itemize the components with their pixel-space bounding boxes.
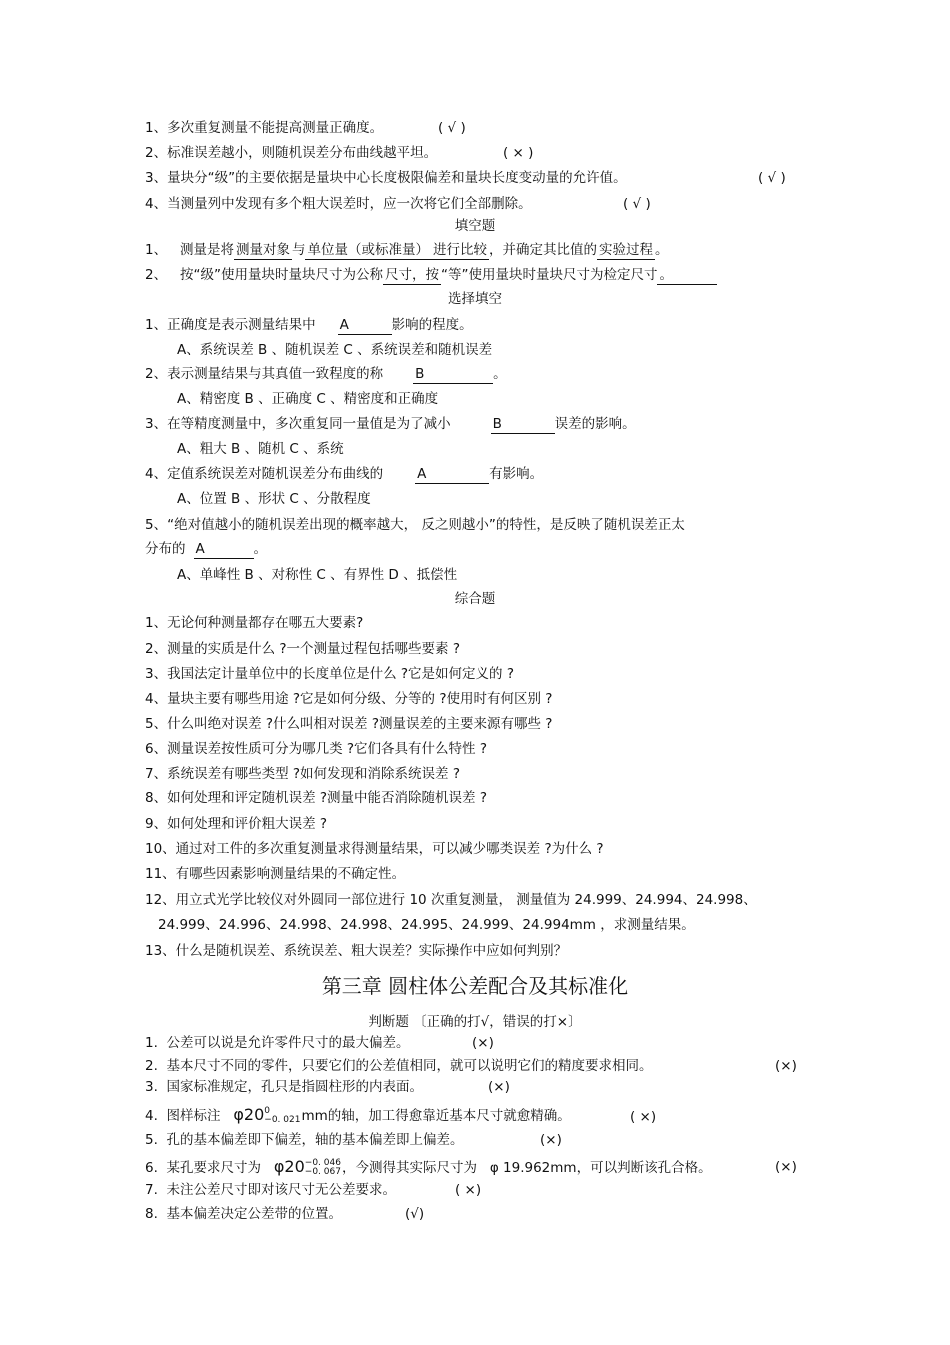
fill-section-title: 填空题 xyxy=(454,218,496,234)
ch3-mark-8: (√) xyxy=(405,1206,425,1222)
dimension-phi: φ20 xyxy=(273,1157,305,1176)
ch3-mark-5: (×) xyxy=(540,1132,562,1148)
tf-mark-3: ( √ ) xyxy=(758,170,786,186)
comp-item: 11、有哪些因素影响测量结果的不确定性。 xyxy=(145,866,406,882)
comp-item: 2、测量的实质是什么 ?一个测量过程包括哪些要素 ? xyxy=(145,641,461,657)
tf-item-4: 4、当测量列中发现有多个粗大误差时，应一次将它们全部删除。 xyxy=(145,196,532,212)
chapter-title: 第三章 圆柱体公差配合及其标准化 xyxy=(321,974,629,998)
choice-options-4: A、位置 B 、形状 C 、分散程度 xyxy=(177,491,371,507)
comp-item: 13、什么是随机误差、系统误差、粗大误差？实际操作中应如何判别？ xyxy=(145,943,568,959)
tf-item-2: 2、标准误差越小，则随机误差分布曲线越平坦。 xyxy=(145,145,438,161)
tolerance-stack: −0. 046 −0. 067 xyxy=(304,1158,341,1177)
answer-blank: A xyxy=(338,316,392,335)
ch3-mark-7: ( ×) xyxy=(455,1182,482,1198)
choice-item-5-line2: 分布的 A 。 xyxy=(145,541,267,557)
ch3-mark-1: (×) xyxy=(472,1035,494,1051)
ch3-mark-3: (×) xyxy=(488,1079,510,1095)
fill-blank: 进行比较 xyxy=(432,242,487,258)
ch3-item-4: 4. 图样标注 φ20 0 −0. 021 mm的轴，加工得愈靠近基本尺寸就愈精确。 xyxy=(145,1105,571,1125)
choice-item-1: 1、正确度是表示测量结果中 A 影响的程度。 xyxy=(145,317,473,333)
fill-blank: 实验过程 xyxy=(598,242,653,258)
ch3-item-1: 1. 公差可以说是允许零件尺寸的最大偏差。 xyxy=(145,1035,410,1051)
ch3-subtitle: 判断题 〔正确的打√，错误的打×〕 xyxy=(368,1014,582,1030)
comp-item: 1、无论何种测量都存在哪五大要素? xyxy=(145,615,364,631)
answer-blank: B xyxy=(413,365,493,384)
ch3-mark-2: (×) xyxy=(775,1058,797,1074)
ch3-item-2: 2. 基本尺寸不同的零件，只要它们的公差值相同，就可以说明它们的精度要求相同。 xyxy=(145,1058,653,1074)
comp-item: 3、我国法定计量单位中的长度单位是什么 ?它是如何定义的 ? xyxy=(145,666,515,682)
choice-options-3: A、粗大 B 、随机 C 、系统 xyxy=(177,441,344,457)
fill-blank: 单位量（或标准量） xyxy=(307,242,429,258)
tf-mark-2: ( × ) xyxy=(503,145,534,161)
ch3-item-5: 5. 孔的基本偏差即下偏差，轴的基本偏差即上偏差。 xyxy=(145,1132,464,1148)
choice-item-4: 4、定值系统误差对随机误差分布曲线的 A 有影响。 xyxy=(145,466,544,482)
comp-item: 7、系统误差有哪些类型 ?如何发现和消除系统误差 ? xyxy=(145,766,461,782)
comp-item: 6、测量误差按性质可分为哪几类 ?它们各具有什么特性 ? xyxy=(145,741,488,757)
ch3-mark-4: ( ×) xyxy=(630,1109,657,1125)
choice-item-3: 3、在等精度测量中，多次重复同一量值是为了减小 B 误差的影响。 xyxy=(145,416,636,432)
choice-options-1: A、系统误差 B 、随机误差 C 、系统误差和随机误差 xyxy=(177,342,493,358)
choice-item-2: 2、表示测量结果与其真值一致程度的称 B 。 xyxy=(145,366,507,382)
comp-item: 12、用立式光学比较仪对外圆同一部位进行 10 次重复测量， 测量值为 24.999、24.994、24.998、 xyxy=(145,892,757,908)
tf-mark-1: ( √ ) xyxy=(438,120,466,136)
ch3-mark-6: (×) xyxy=(775,1159,797,1175)
tf-item-3: 3、量块分“级”的主要依据是量块中心长度极限偏差和量块长度变动量的允许值。 xyxy=(145,170,627,186)
tolerance-stack: 0 −0. 021 xyxy=(264,1106,301,1125)
choice-item-5-line1: 5、“绝对值越小的随机误差出现的概率越大， 反之则越小”的特性，是反映了随机误差正太 xyxy=(145,517,685,533)
comp-item-continued: 24.999、24.996、24.998、24.998、24.995、24.999、24.994mm ，求测量结果。 xyxy=(158,917,695,933)
ch3-item-8: 8. 基本偏差决定公差带的位置。 xyxy=(145,1206,342,1222)
comp-item: 4、量块主要有哪些用途 ?它是如何分级、分等的 ?使用时有何区别 ? xyxy=(145,691,553,707)
comp-item: 8、如何处理和评定随机误差 ?测量中能否消除随机误差 ? xyxy=(145,790,488,806)
fill-blank: 。 xyxy=(657,266,717,285)
answer-blank: B xyxy=(491,415,555,434)
ch3-item-7: 7. 未注公差尺寸即对该尺寸无公差要求。 xyxy=(145,1182,396,1198)
tf-item-1: 1、多次重复测量不能提高测量正确度。 xyxy=(145,120,384,136)
choice-options-2: A、精密度 B 、正确度 C 、精密度和正确度 xyxy=(177,391,439,407)
dimension-phi: φ20 xyxy=(233,1105,265,1124)
comp-item: 9、如何处理和评价粗大误差 ? xyxy=(145,816,328,832)
ch3-item-6: 6. 某孔要求尺寸为 φ20 −0. 046 −0. 067 ，今测得其实际尺寸为 φ 19.962mm，可以判断该孔合格。 xyxy=(145,1157,712,1177)
choice-options-5: A、单峰性 B 、对称性 C 、有界性 D 、抵偿性 xyxy=(177,567,458,583)
fill-item-1: 1、 测量是将 测量对象 与 单位量（或标准量） 进行比较 ，并确定其比值的 实验过程 。 xyxy=(145,242,669,258)
comp-item: 5、什么叫绝对误差 ?什么叫相对误差 ?测量误差的主要来源有哪些 ? xyxy=(145,716,553,732)
answer-blank: A xyxy=(194,540,254,559)
comp-section-title: 综合题 xyxy=(454,591,496,607)
fill-item-2: 2、 按“级”使用量块时量块尺寸为公称 尺寸，按 “等”使用量块时量块尺寸为检定尺寸 。 xyxy=(145,266,717,285)
choice-section-title: 选择填空 xyxy=(448,291,502,307)
fill-blank: 测量对象 xyxy=(235,242,290,258)
answer-blank: A xyxy=(415,465,489,484)
fill-blank: 尺寸，按 xyxy=(384,267,439,283)
comp-item: 10、通过对工件的多次重复测量求得测量结果，可以减少哪类误差 ?为什么 ? xyxy=(145,841,604,857)
ch3-item-3: 3. 国家标准规定，孔只是指圆柱形的内表面。 xyxy=(145,1079,423,1095)
tf-mark-4: ( √ ) xyxy=(623,196,651,212)
